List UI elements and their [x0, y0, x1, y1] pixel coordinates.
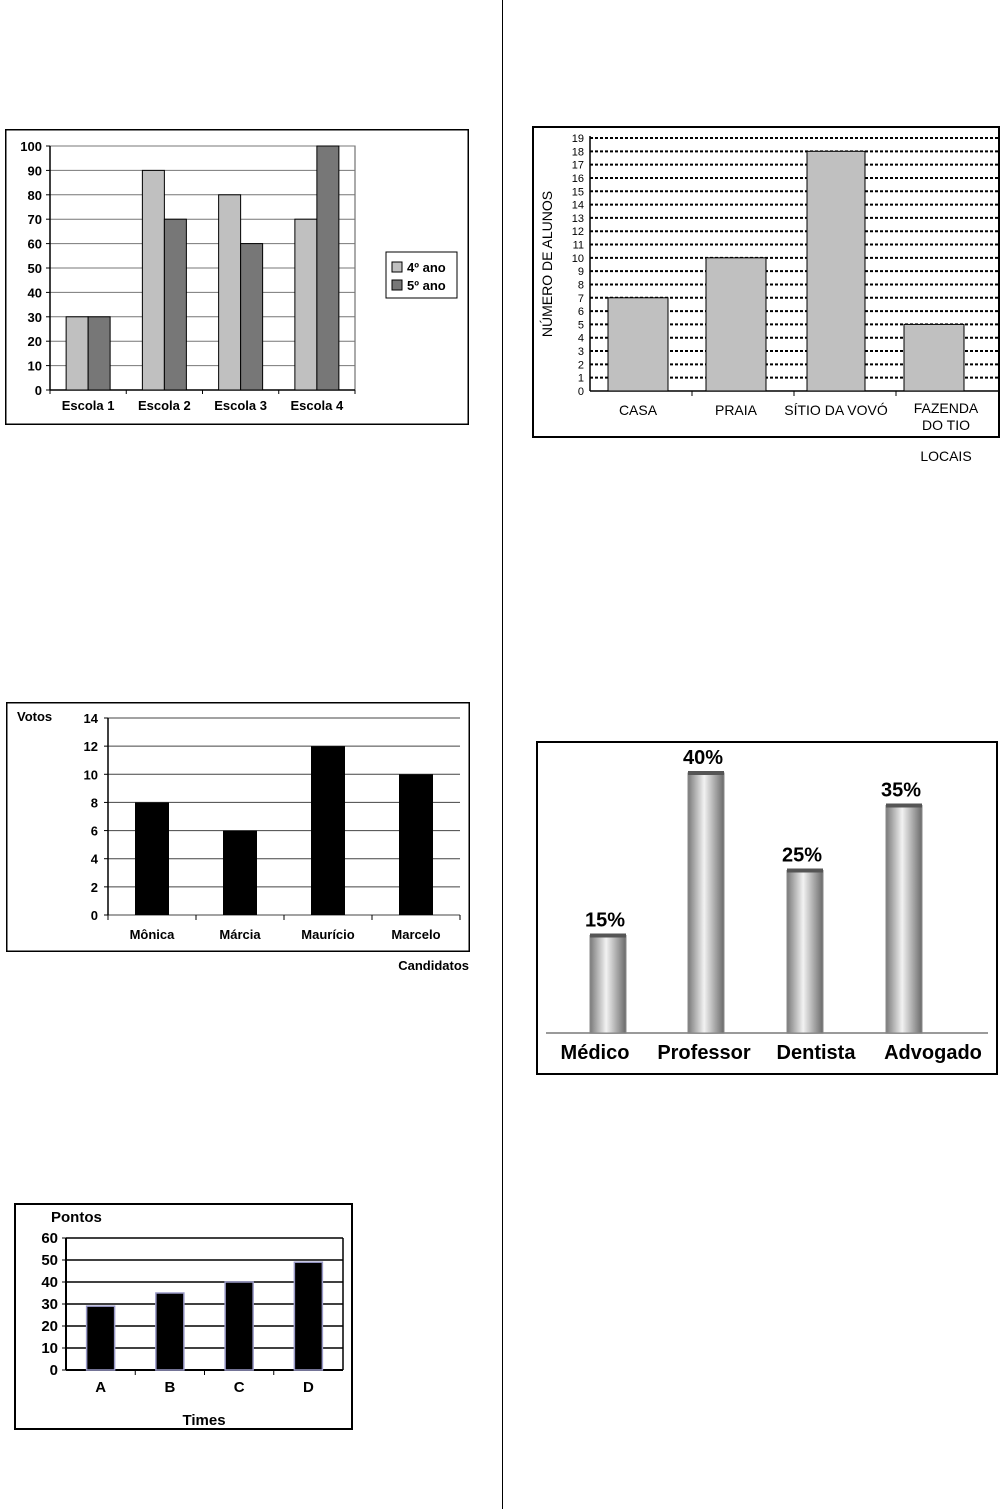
y-tick-label: 40 [41, 1274, 58, 1291]
y-tick-label: 2 [577, 359, 584, 372]
x-tick-label: SÍTIO DA VOVÓ [784, 402, 888, 418]
legend-swatch [392, 280, 402, 290]
y-tick-label: 4 [577, 332, 584, 345]
y-tick-label: 10 [27, 358, 42, 374]
y-tick-label: 10 [571, 252, 584, 265]
bar [399, 774, 433, 915]
x-tick-label: PRAIA [714, 402, 758, 418]
bar-top [886, 804, 922, 808]
x-tick-label: Escola 4 [290, 398, 344, 413]
y-tick-label: 16 [571, 172, 584, 185]
y-tick-label: 6 [577, 306, 584, 319]
legend-swatch [392, 262, 402, 272]
data-label: 25% [781, 844, 823, 867]
y-tick-label: 17 [571, 159, 584, 172]
y-tick-label: 19 [571, 133, 584, 145]
bar [787, 871, 823, 1034]
bar [223, 831, 257, 915]
y-tick-label: 30 [41, 1296, 58, 1313]
x-axis-label: LOCAIS [920, 448, 972, 464]
y-tick-label: 80 [27, 187, 42, 203]
bar [294, 1262, 322, 1370]
x-tick-label: FAZENDA [913, 400, 979, 416]
chart-profissoes [536, 741, 999, 1077]
bar [904, 324, 964, 391]
bar [688, 773, 724, 1033]
bar [807, 151, 865, 391]
y-tick-label: 0 [90, 908, 98, 923]
y-tick-label: 7 [577, 292, 584, 305]
x-tick-label: DO TIO [922, 417, 970, 433]
y-tick-label: 0 [34, 383, 42, 398]
bar [317, 146, 339, 390]
y-tick-label: 60 [41, 1230, 58, 1247]
y-tick-label: 11 [572, 239, 584, 252]
bar [87, 1306, 115, 1370]
y-tick-label: 14 [571, 199, 584, 212]
y-tick-label: 0 [49, 1362, 58, 1379]
x-tick-label: Márcia [219, 927, 261, 942]
y-tick-label: 10 [41, 1340, 58, 1357]
bar-top [688, 771, 724, 775]
bar [590, 936, 626, 1034]
y-tick-label: 3 [577, 346, 584, 359]
bar [66, 317, 88, 390]
bar [135, 802, 169, 915]
bar [706, 258, 766, 391]
bar [311, 746, 345, 915]
x-axis-label: Candidatos [398, 958, 469, 973]
y-tick-label: 2 [90, 879, 98, 895]
legend-label: 4º ano [407, 260, 446, 275]
bar [225, 1282, 253, 1370]
x-tick-label: Maurício [301, 927, 355, 942]
bar [608, 298, 668, 391]
y-tick-label: 60 [27, 236, 42, 252]
x-tick-label: Escola 2 [137, 398, 191, 413]
x-tick-label: D [302, 1379, 314, 1396]
chart-escolas [5, 129, 469, 425]
y-axis-label: Pontos [51, 1209, 102, 1226]
chart-votos [6, 702, 472, 976]
bar [88, 317, 110, 390]
y-tick-label: 40 [27, 285, 42, 301]
y-tick-label: 8 [577, 279, 584, 292]
x-tick-label: Marcelo [391, 927, 441, 942]
chart-pontos [14, 1203, 354, 1431]
bar [142, 170, 164, 390]
x-axis-label: Times [182, 1412, 226, 1429]
bar [156, 1293, 184, 1370]
y-tick-label: 5 [577, 319, 584, 332]
bar-top [590, 934, 626, 938]
y-tick-label: 20 [27, 334, 42, 350]
x-tick-label: C [233, 1379, 245, 1396]
legend-label: 5º ano [407, 278, 446, 293]
x-tick-label: Escola 3 [214, 398, 268, 413]
x-tick-label: Médico [560, 1042, 630, 1064]
bar [295, 219, 317, 390]
bar [164, 219, 186, 390]
y-tick-label: 4 [90, 851, 98, 867]
data-label: 15% [584, 909, 626, 932]
y-tick-label: 13 [571, 212, 584, 225]
y-tick-label: 6 [90, 823, 98, 839]
y-tick-label: 20 [41, 1318, 58, 1335]
y-tick-label: 90 [27, 163, 42, 179]
x-tick-label: B [164, 1379, 176, 1396]
bar [219, 195, 241, 390]
y-tick-label: 14 [83, 711, 98, 726]
y-tick-label: 100 [20, 139, 42, 154]
x-tick-label: A [95, 1379, 107, 1396]
y-tick-label: 70 [27, 212, 42, 228]
y-tick-label: 9 [577, 266, 584, 279]
y-tick-label: 30 [27, 309, 42, 325]
y-tick-label: 12 [571, 226, 584, 239]
y-tick-label: 12 [83, 739, 98, 755]
y-tick-label: 15 [571, 186, 584, 199]
y-tick-label: 50 [27, 261, 42, 276]
y-tick-label: 0 [577, 386, 584, 398]
x-tick-label: Escola 1 [61, 398, 115, 413]
x-tick-label: Mônica [129, 927, 175, 942]
y-axis-label: Votos [17, 709, 53, 724]
bar [241, 244, 263, 390]
x-tick-label: CASA [618, 402, 658, 418]
y-tick-label: 10 [83, 767, 98, 783]
column-divider [502, 0, 503, 1509]
bar-top [787, 869, 823, 873]
y-tick-label: 8 [90, 795, 98, 811]
data-label: 40% [682, 747, 724, 769]
x-tick-label: Dentista [776, 1042, 856, 1064]
y-tick-label: 1 [577, 372, 584, 385]
x-tick-label: Advogado [884, 1042, 982, 1064]
x-tick-label: Professor [657, 1042, 751, 1064]
y-tick-label: 50 [41, 1252, 58, 1269]
data-label: 35% [880, 779, 922, 802]
chart-locais [532, 126, 1002, 480]
y-axis-label: NÚMERO DE ALUNOS [539, 190, 555, 338]
bar [886, 806, 922, 1034]
y-tick-label: 18 [571, 146, 584, 159]
